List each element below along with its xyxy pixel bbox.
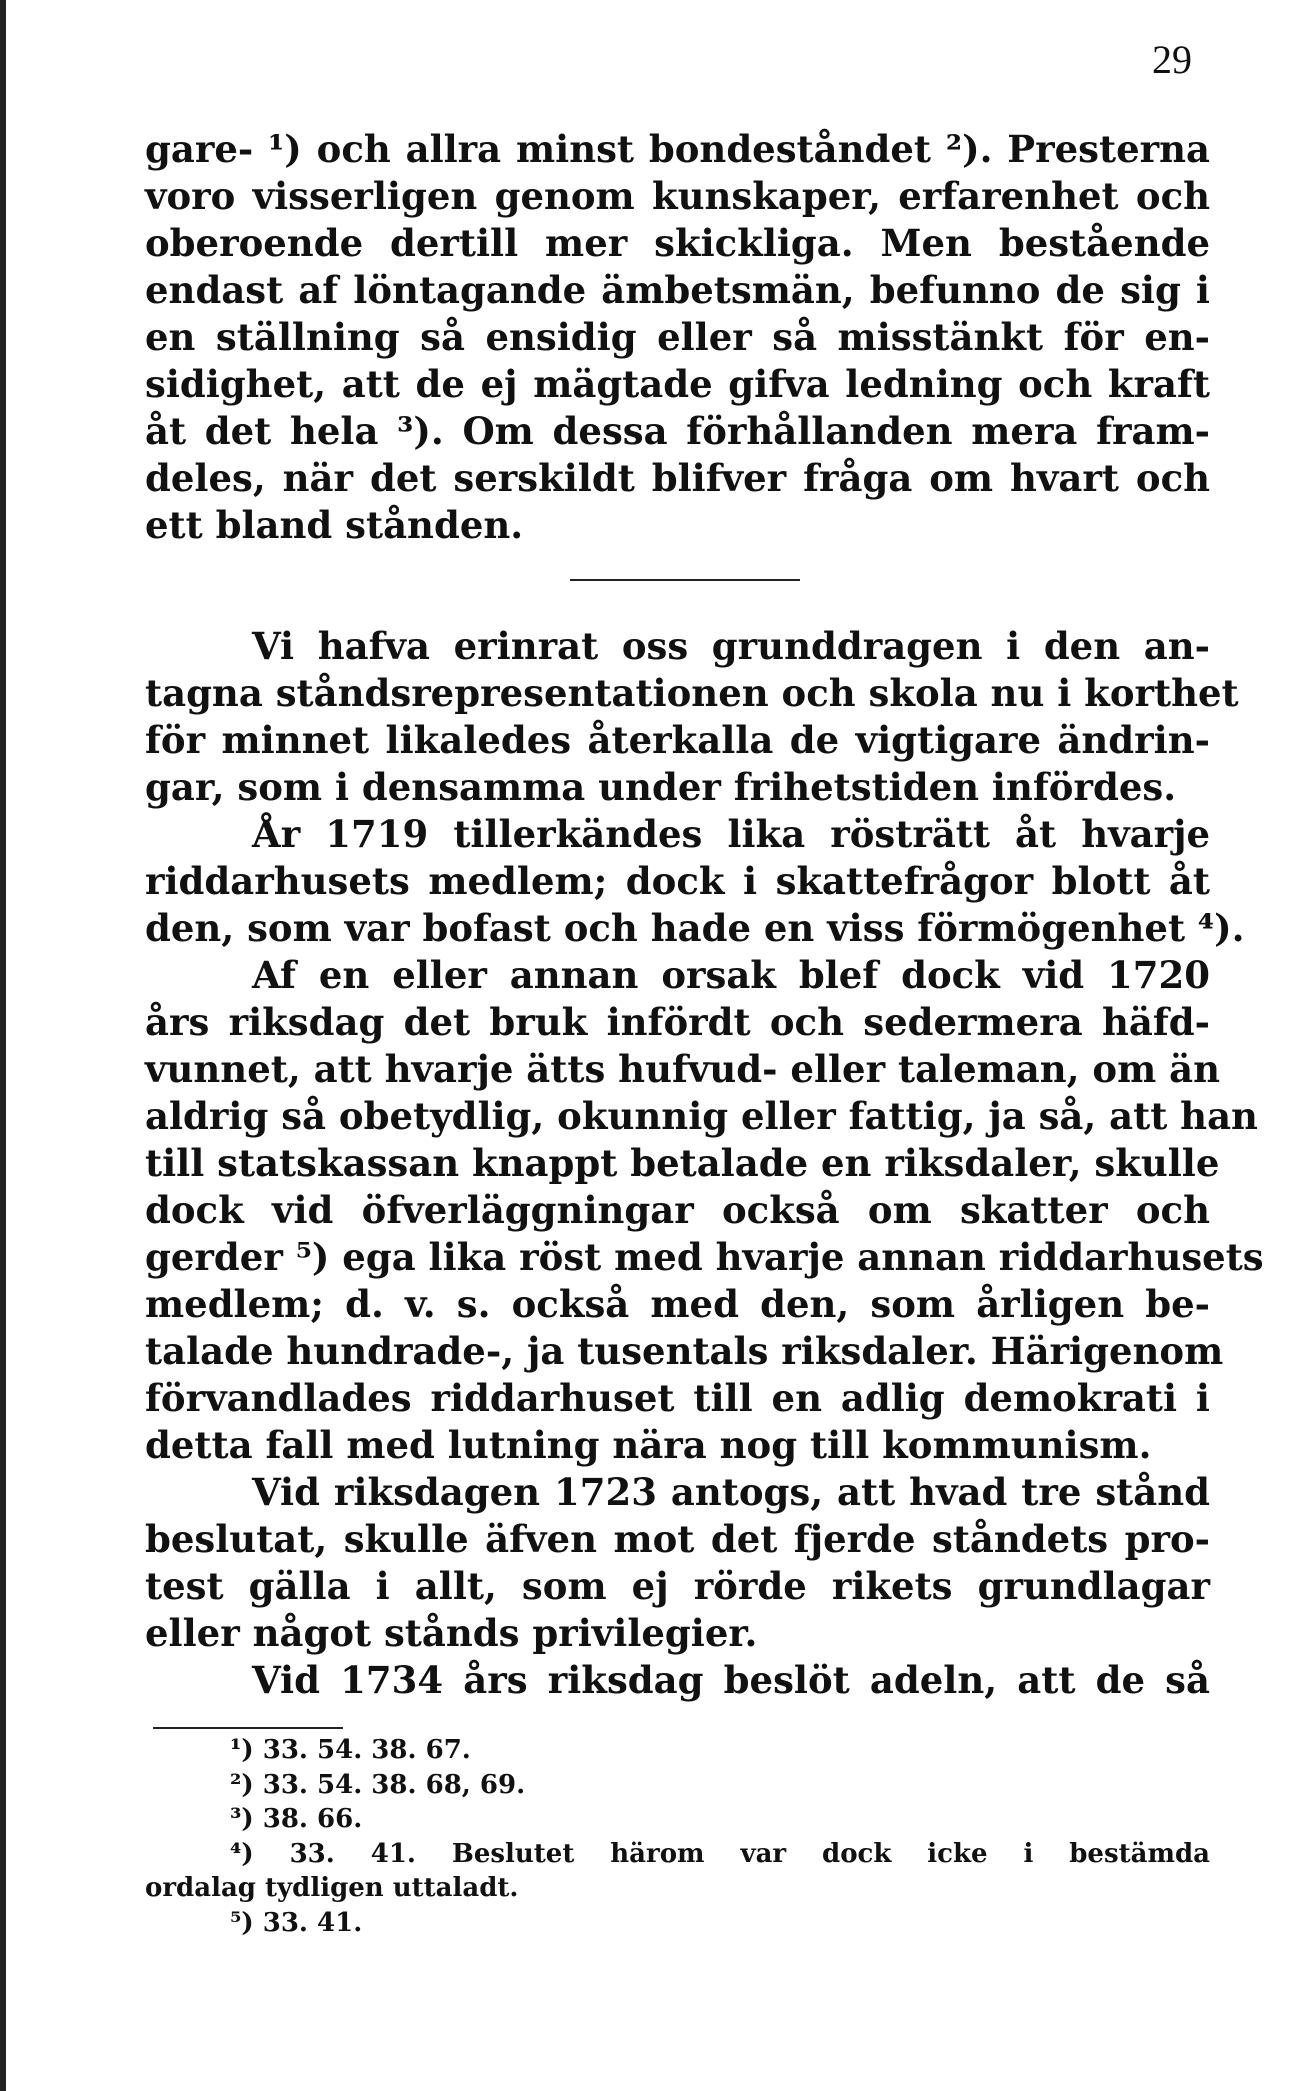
main-text — [145, 623, 1264, 1704]
text-line: Vi hafva erinrat oss grunddragen i den an- — [252, 624, 1210, 668]
text-line: eller något stånds privilegier. — [145, 1611, 758, 1655]
text-line: gare- ¹) och allra minst bondeståndet ²). Presterna — [145, 127, 1210, 171]
text-line: detta fall med lutning nära nog till kommunism. — [145, 1423, 1152, 1467]
text-line: voro visserligen genom kunskaper, erfarenhet och — [145, 174, 1210, 218]
footnote: ⁴) 33. 41. Beslutet härom var dock icke i bestämda — [230, 1838, 1210, 1869]
text-line: aldrig så obetydlig, okunnig eller fattig, ja så, att han — [145, 1094, 1258, 1138]
footnote-continued: ordalag tydligen uttaladt. — [145, 1873, 519, 1903]
text-line: Vid riksdagen 1723 antogs, att hvad tre stånd — [252, 1470, 1210, 1514]
text-line: riddarhusets medlem; dock i skattefrågor blott åt — [145, 859, 1210, 903]
page-spine-edge — [0, 0, 6, 2091]
footnote: ²) 33. 54. 38. 68, 69. — [230, 1769, 526, 1800]
text-line: tagna ståndsrepresentationen och skola nu i korthet — [145, 671, 1239, 715]
text-line: åt det hela ³). Om dessa förhållanden mera fram- — [145, 409, 1210, 453]
text-line: ett bland stånden. — [145, 503, 524, 547]
paragraph-continued — [145, 126, 1210, 549]
text-line: förvandlades riddarhuset till en adlig demokrati i — [145, 1376, 1210, 1420]
text-line: gerder ⁵) ega lika röst med hvarje annan riddarhusets — [145, 1235, 1264, 1279]
footnote: ³) 38. 66. — [230, 1804, 363, 1834]
footnote: ⁵) 33. 41. — [230, 1907, 363, 1938]
text-line: endast af löntagande ämbetsmän, befunno de sig i — [145, 268, 1210, 312]
text-line: vunnet, att hvarje ätts hufvud- eller taleman, om än — [145, 1047, 1221, 1091]
text-line: dock vid öfverläggningar också om skatter och — [145, 1188, 1210, 1232]
footnote-separator-rule — [153, 1727, 343, 1729]
text-line: till statskassan knappt betalade en riksdaler, skulle — [145, 1141, 1220, 1185]
text-line: gar, som i densamma under frihetstiden infördes. — [145, 765, 1177, 809]
footnotes — [145, 1733, 1210, 1940]
section-separator-rule — [570, 579, 800, 581]
text-line: deles, när det serskildt blifver fråga om hvart och — [145, 456, 1210, 500]
text-line: talade hundrade-, ja tusentals riksdaler. Härigenom — [145, 1329, 1224, 1373]
page-number: 29 — [1152, 37, 1192, 82]
text-line: Vid 1734 års riksdag beslöt adeln, att de så — [252, 1658, 1210, 1702]
footnote: ¹) 33. 54. 38. 67. — [230, 1735, 471, 1765]
text-line: en ställning så ensidig eller så misstänkt för en- — [145, 315, 1210, 359]
text-line: test gälla i allt, som ej rörde rikets grundlagar — [145, 1564, 1210, 1608]
text-line: beslutat, skulle äfven mot det fjerde ståndets pro- — [145, 1517, 1210, 1561]
text-line: medlem; d. v. s. också med den, som årligen be- — [145, 1282, 1210, 1326]
text-line: sidighet, att de ej mägtade gifva ledning och kraft — [145, 362, 1210, 406]
text-line: för minnet likaledes återkalla de vigtigare ändrin- — [145, 718, 1210, 762]
text-line: års riksdag det bruk infördt och sedermera häfd- — [145, 1000, 1210, 1044]
text-line: oberoende dertill mer skickliga. Men bestående — [145, 221, 1210, 265]
text-line: År 1719 tillerkändes lika rösträtt åt hvarje — [252, 812, 1210, 856]
text-line: Af en eller annan orsak blef dock vid 1720 — [252, 953, 1210, 997]
text-line: den, som var bofast och hade en viss förmögenhet ⁴). — [145, 906, 1245, 950]
